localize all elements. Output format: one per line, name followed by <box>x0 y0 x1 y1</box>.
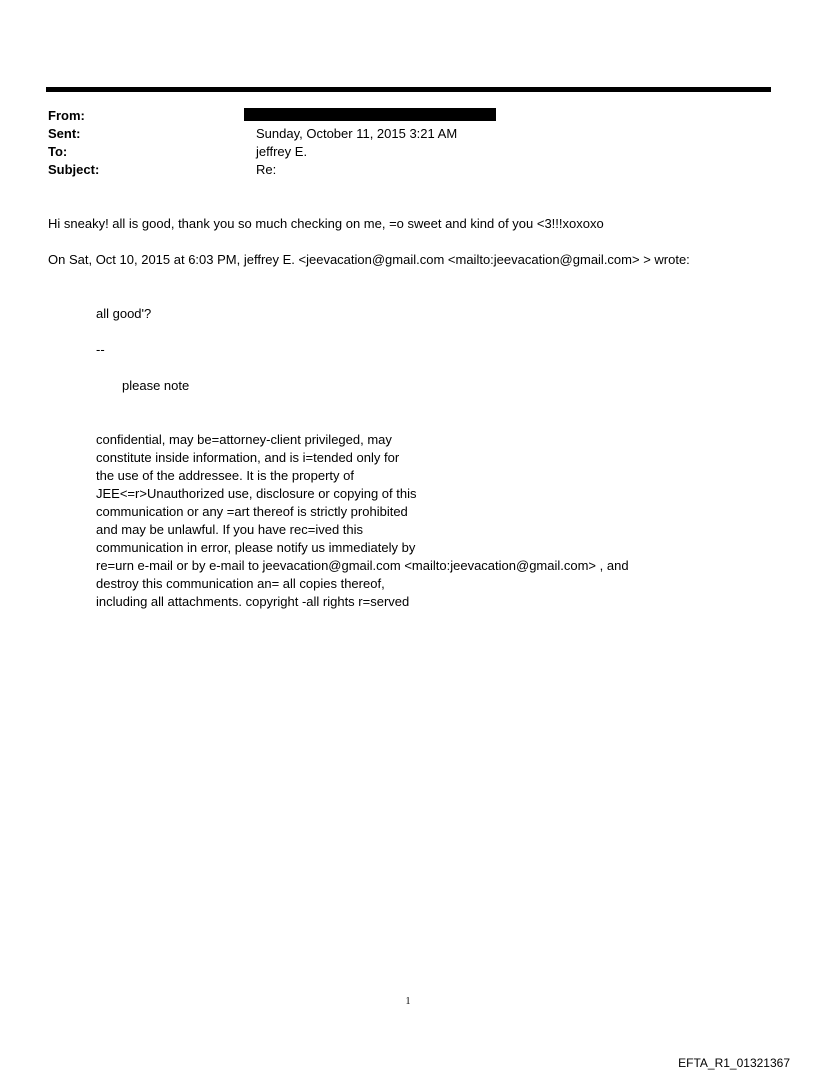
notice-line: communication in error, please notify us immediately by <box>96 540 416 555</box>
quote-intro: On Sat, Oct 10, 2015 at 6:03 PM, jeffrey E. <jeevacation@gmail.com <mailto:jeevacation@gmail.com> > wrote: <box>48 252 690 267</box>
redacted-sender <box>244 108 496 121</box>
sent-label: Sent: <box>48 126 81 141</box>
quoted-message: all good'? <box>96 306 152 321</box>
notice-line: destroy this communication an= all copies thereof, <box>96 576 385 591</box>
to-label: To: <box>48 144 68 159</box>
notice-line: including all attachments. copyright -all rights r=served <box>96 594 410 609</box>
subject-label: Subject: <box>48 162 100 177</box>
signature-separator: -- <box>96 342 105 357</box>
to-value: jeffrey E. <box>256 144 308 159</box>
document-id: EFTA_R1_01321367 <box>678 1056 790 1070</box>
notice-line: the use of the addressee. It is the property of <box>96 468 354 483</box>
notice-line: JEE<=r>Unauthorized use, disclosure or copying of this <box>96 486 417 501</box>
from-label: From: <box>48 108 85 123</box>
notice-line: confidential, may be=attorney-client privileged, may <box>96 432 392 447</box>
reply-text: Hi sneaky! all is good, thank you so much checking on me, =o sweet and kind of you <3!!!xoxoxo <box>48 216 604 231</box>
notice-line: communication or any =art thereof is strictly prohibited <box>96 504 408 519</box>
sent-value: Sunday, October 11, 2015 3:21 AM <box>256 126 458 141</box>
confidentiality-notice <box>96 431 629 611</box>
please-note: please note <box>122 378 190 393</box>
notice-line: constitute inside information, and is i=tended only for <box>96 450 400 465</box>
page-number: 1 <box>405 996 411 1007</box>
notice-line: re=urn e-mail or by e-mail to jeevacation@gmail.com <mailto:jeevacation@gmail.com> , and <box>96 558 629 573</box>
subject-value: Re: <box>256 162 277 177</box>
notice-line: and may be unlawful. If you have rec=ived this <box>96 522 364 537</box>
header-rule <box>46 87 771 92</box>
